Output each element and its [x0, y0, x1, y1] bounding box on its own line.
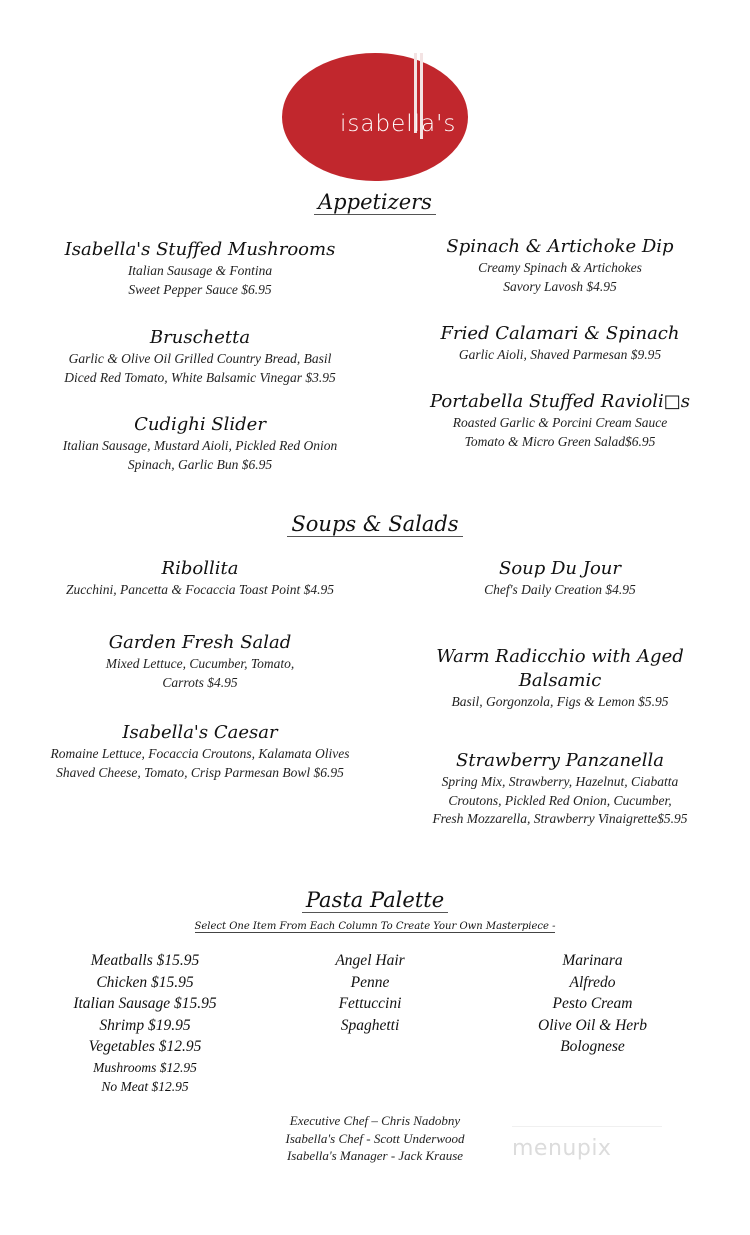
item-desc: Spinach, Garlic Bun $6.95 — [127, 456, 273, 472]
menu-item — [385, 235, 735, 296]
protein-option: Shrimp $19.95 — [99, 1016, 191, 1034]
item-name: Strawberry Panzanella — [456, 750, 664, 771]
section-title-appetizers — [0, 190, 750, 214]
item-name: Spinach & Artichoke Dip — [446, 236, 674, 257]
item-name: Bruschetta — [149, 327, 251, 348]
pasta-instructions-text: Select One Item From Each Column To Create Your Own Masterpiece - — [194, 921, 556, 932]
item-desc: Sweet Pepper Sauce $6.95 — [128, 281, 272, 297]
item-desc: Chef's Daily Creation $4.95 — [484, 582, 636, 597]
item-desc: Tomato & Micro Green Salad$6.95 — [464, 433, 656, 449]
item-desc: Fresh Mozzarella, Strawberry Vinaigrette$5.95 — [432, 811, 688, 826]
staff-line: Executive Chef – Chris Nadobny — [289, 1113, 461, 1128]
item-name: Warm Radicchio with Aged — [436, 646, 684, 667]
staff-line: Isabella's Manager - Jack Krause — [286, 1148, 464, 1163]
protein-option: No Meat $12.95 — [101, 1078, 189, 1094]
menu-item — [20, 326, 380, 387]
item-desc: Roasted Garlic & Porcini Cream Sauce — [452, 415, 668, 430]
menu-item — [385, 645, 735, 712]
pasta-option: Fettuccini — [338, 995, 402, 1012]
protein-option: Mushrooms $12.95 — [93, 1059, 197, 1075]
staff-credits — [250, 1112, 500, 1165]
sauce-option: Bolognese — [560, 1038, 625, 1055]
sauce-option: Alfredo — [569, 973, 616, 991]
item-desc: Mixed Lettuce, Cucumber, Tomato, — [105, 656, 295, 671]
pasta-sauce-column — [510, 950, 675, 1058]
item-name: Cudighi Slider — [134, 414, 266, 435]
restaurant-logo — [282, 53, 468, 181]
item-name: Balsamic — [518, 670, 602, 691]
pasta-option: Angel Hair — [335, 952, 405, 969]
menu-item — [20, 238, 380, 299]
watermark: menupix — [512, 1136, 612, 1161]
item-desc: Croutons, Pickled Red Onion, Cucumber, — [448, 792, 672, 808]
sauce-option: Pesto Cream — [552, 995, 633, 1012]
protein-option: Meatballs $15.95 — [90, 952, 200, 969]
item-desc: Savory Lavosh $4.95 — [503, 278, 617, 294]
menu-item — [20, 557, 380, 600]
logo-text: isabella's — [340, 111, 457, 137]
menu-item — [385, 557, 735, 600]
pasta-instructions — [0, 921, 750, 932]
menu-item — [385, 749, 735, 829]
item-desc: Basil, Gorgonzola, Figs & Lemon $5.95 — [451, 694, 669, 709]
staff-line: Isabella's Chef - Scott Underwood — [285, 1130, 465, 1146]
item-desc: Garlic & Olive Oil Grilled Country Bread, Basil — [68, 351, 332, 366]
pasta-protein-column — [40, 950, 250, 1096]
item-desc: Diced Red Tomato, White Balsamic Vinegar $3.95 — [64, 369, 336, 385]
section-title-pasta — [0, 888, 750, 912]
item-name: Soup Du Jour — [498, 558, 621, 579]
menu-item — [20, 413, 380, 474]
item-desc: Romaine Lettuce, Focaccia Croutons, Kalamata Olives — [50, 746, 350, 761]
item-name: Garden Fresh Salad — [108, 632, 292, 653]
item-desc: Shaved Cheese, Tomato, Crisp Parmesan Bowl $6.95 — [56, 764, 344, 780]
pasta-noodle-column — [300, 950, 440, 1036]
menu-item — [20, 721, 380, 782]
menu-item — [385, 322, 735, 365]
watermark-divider — [512, 1126, 662, 1127]
pasta-option: Penne — [350, 973, 390, 991]
item-desc: Italian Sausage, Mustard Aioli, Pickled Red Onion — [62, 438, 338, 453]
item-desc: Garlic Aioli, Shaved Parmesan $9.95 — [458, 347, 662, 362]
section-title-text: Pasta Palette — [302, 888, 448, 913]
item-name: Isabella's Caesar — [122, 722, 278, 743]
item-name: Fried Calamari & Spinach — [440, 323, 680, 344]
protein-option: Vegetables $12.95 — [88, 1038, 202, 1055]
section-title-text: Soups & Salads — [287, 512, 462, 537]
menu-item — [385, 390, 735, 451]
protein-option: Italian Sausage $15.95 — [73, 995, 217, 1012]
sauce-option: Marinara — [562, 952, 623, 969]
section-title-soups-salads — [0, 512, 750, 536]
sauce-option: Olive Oil & Herb — [538, 1016, 647, 1034]
item-name: Isabella's Stuffed Mushrooms — [64, 239, 336, 260]
item-desc: Creamy Spinach & Artichokes — [478, 260, 642, 275]
pasta-option: Spaghetti — [340, 1016, 400, 1034]
item-desc: Carrots $4.95 — [162, 674, 238, 690]
item-desc: Zucchini, Pancetta & Focaccia Toast Point $4.95 — [66, 582, 334, 597]
item-desc: Spring Mix, Strawberry, Hazelnut, Ciabatta — [441, 774, 679, 789]
item-desc: Italian Sausage & Fontina — [127, 263, 273, 278]
section-title-text: Appetizers — [314, 190, 436, 215]
item-name: Ribollita — [161, 558, 239, 579]
item-name: Portabella Stuffed Ravioli□s — [430, 391, 690, 412]
menu-item — [20, 631, 380, 692]
protein-option: Chicken $15.95 — [96, 973, 194, 991]
